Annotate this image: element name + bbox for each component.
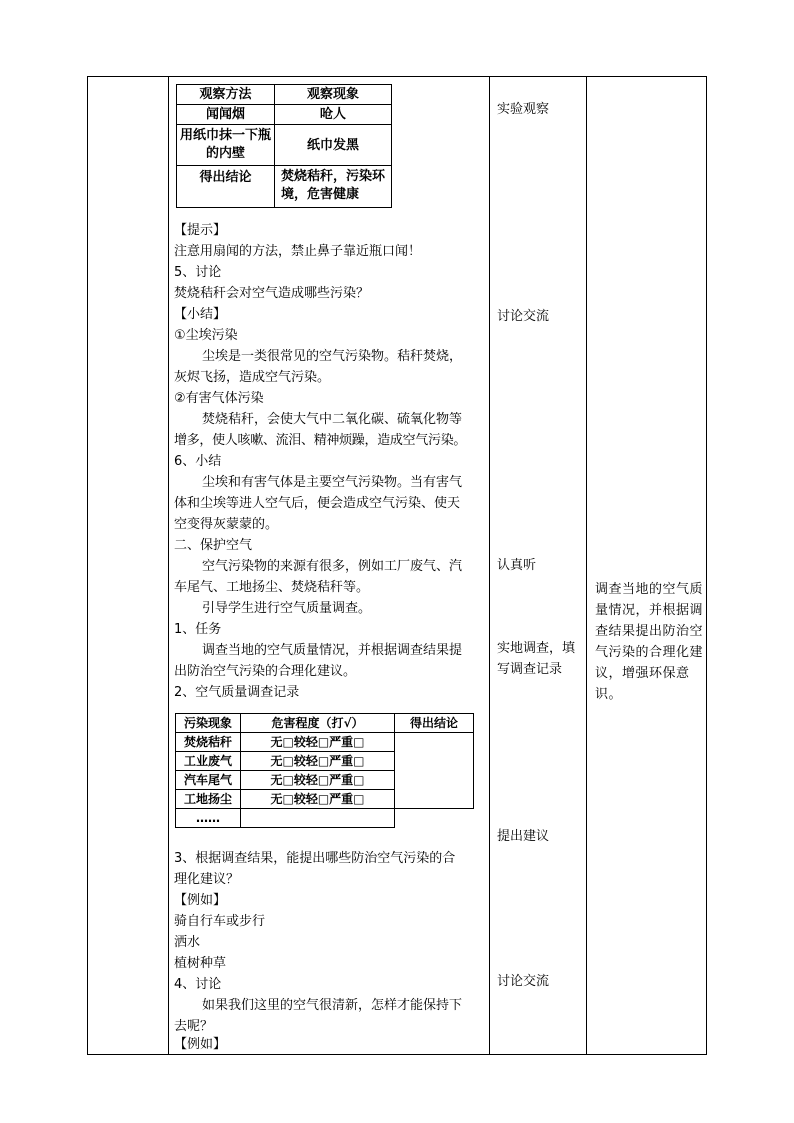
obs-cell: 得出结论 (177, 166, 275, 208)
paragraph: 如果我们这里的空气很清新，怎样才能保持下 (202, 998, 463, 1013)
paragraph: 增多，使人咳嗽、流泪、精神烦躁，造成空气污染。 (174, 433, 467, 448)
paragraph: 空气污染物的来源有很多，例如工厂废气、汽 (202, 559, 463, 574)
paragraph: 尘埃是一类很常见的空气污染物。秸秆焚烧， (202, 349, 463, 364)
paragraph: 3、根据调查结果，能提出哪些防治空气污染的合 (174, 851, 456, 866)
paragraph: 空变得灰蒙蒙的。 (174, 517, 279, 532)
survey-cell: 汽车尾气 (176, 771, 241, 790)
section-heading: 二、保护空气 (174, 538, 253, 553)
observation-table (176, 84, 392, 208)
hint-text: 注意用扇闻的方法，禁止鼻子靠近瓶口闻！ (174, 244, 422, 259)
paragraph: 焚烧秸秆，会使大气中二氧化碳、硫氧化物等 (202, 412, 463, 427)
section-heading: 5、讨论 (174, 265, 222, 280)
design-purpose-column (588, 77, 706, 1054)
survey-header: 污染现象 (176, 714, 241, 733)
survey-cell (241, 809, 395, 828)
survey-cell: 焚烧秸秆 (176, 733, 241, 752)
paragraph: 灰烬飞扬，造成空气污染。 (174, 370, 331, 385)
student-activity: 认真听 (497, 558, 537, 573)
example-title: 【例如】 (174, 893, 227, 908)
survey-cell: 无□较轻□严重□ (241, 733, 395, 752)
paragraph: 出防治空气污染的合理化建议。 (174, 664, 357, 679)
paragraph: 体和尘埃等进人空气后，便会造成空气污染、使天 (174, 496, 461, 511)
design-purpose-text: 调查当地的空气质量情况，并根据调查结果提出防治空气污染的合理化建议，增强环保意识。 (595, 582, 704, 702)
paragraph: 洒水 (174, 935, 201, 950)
paragraph: 车尾气、工地扬尘、焚烧秸秆等。 (174, 580, 370, 595)
example-title: 【例如】 (174, 1037, 227, 1052)
obs-cell: 用纸巾抹一下瓶的内壁 (177, 125, 275, 166)
survey-conclusion-cell (395, 733, 474, 809)
survey-cell: 无□较轻□严重□ (241, 790, 395, 809)
paragraph: 尘埃和有害气体是主要空气污染物。当有害气 (202, 475, 463, 490)
obs-cell: 呛人 (275, 105, 392, 125)
hint-title: 【提示】 (174, 223, 227, 238)
student-activity: 实验观察 (497, 102, 550, 117)
subheading: ②有害气体污染 (174, 391, 264, 406)
obs-cell: 纸巾发黑 (275, 125, 392, 166)
section-heading: 6、小结 (174, 454, 222, 469)
paragraph: 引导学生进行空气质量调查。 (202, 601, 372, 616)
survey-cell: …… (176, 809, 241, 828)
survey-cell: 工业废气 (176, 752, 241, 771)
paragraph: 植树种草 (174, 956, 227, 971)
student-activity: 实地调查，填 (497, 641, 576, 656)
student-activity: 提出建议 (497, 829, 550, 844)
survey-cell: 无□较轻□严重□ (241, 771, 395, 790)
section-heading: 1、任务 (174, 622, 222, 637)
student-activity: 讨论交流 (497, 309, 550, 324)
paragraph: 骑自行车或步行 (174, 914, 266, 929)
survey-cell: 工地扬尘 (176, 790, 241, 809)
obs-header-method: 观察方法 (177, 85, 275, 105)
student-activity: 写调查记录 (497, 662, 563, 677)
column-divider (168, 77, 169, 1054)
student-activity-column (491, 77, 587, 1054)
obs-cell: 闻闻烟 (177, 105, 275, 125)
survey-header: 危害程度（打√） (241, 714, 395, 733)
paragraph: 去呢？ (174, 1019, 214, 1034)
teaching-process-column (170, 77, 490, 1054)
summary-title: 【小结】 (174, 307, 227, 322)
subheading: ①尘埃污染 (174, 328, 238, 343)
survey-table (175, 713, 474, 828)
student-activity: 讨论交流 (497, 974, 550, 989)
paragraph: 焚烧秸秆会对空气造成哪些污染？ (174, 286, 370, 301)
section-heading: 4、讨论 (174, 977, 222, 992)
section-heading: 2、空气质量调查记录 (174, 685, 300, 700)
paragraph: 调查当地的空气质量情况，并根据调查结果提 (202, 643, 463, 658)
paragraph: 理化建议？ (174, 872, 240, 887)
survey-cell: 无□较轻□严重□ (241, 752, 395, 771)
obs-header-phenomenon: 观察现象 (275, 85, 392, 105)
lesson-table (87, 76, 707, 1055)
obs-cell: 焚烧秸秆，污染环境，危害健康 (275, 166, 392, 208)
survey-header: 得出结论 (395, 714, 474, 733)
